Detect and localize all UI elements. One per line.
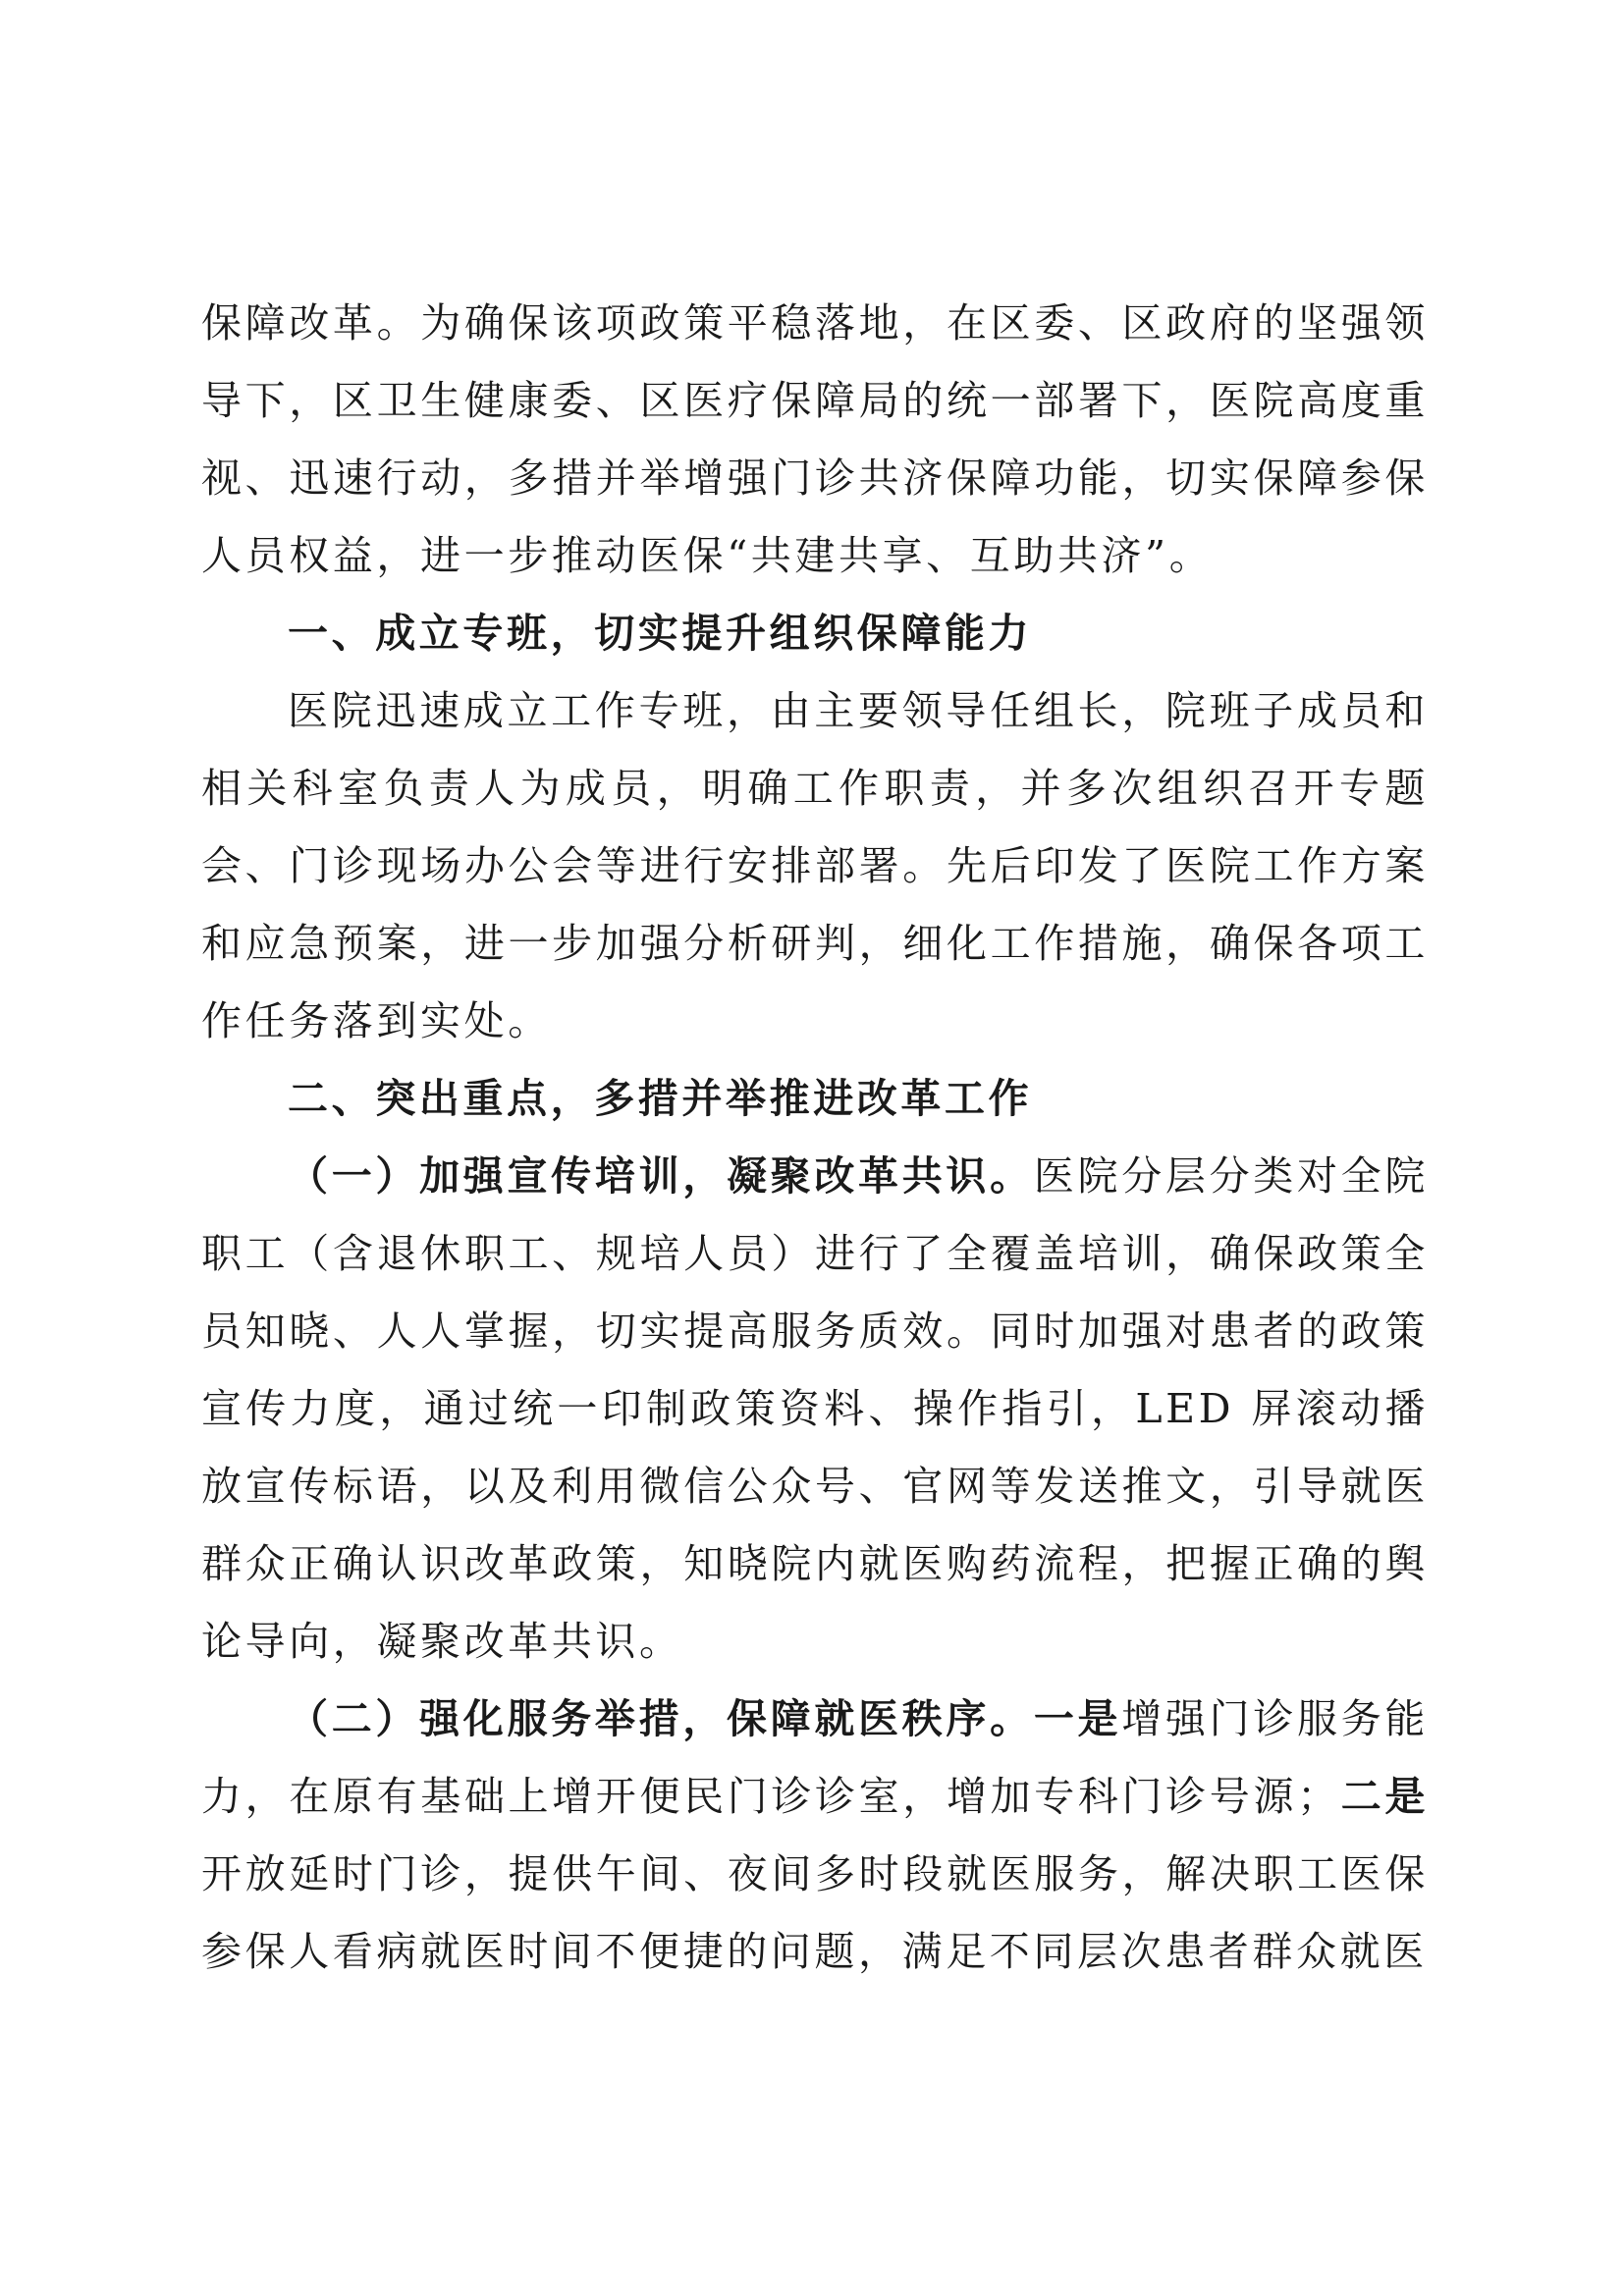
- measure-text-second: 开放延时门诊，提供午间、夜间多时段就医服务，解决职工医保参保人看病就医时间不便捷的问题，满足不同层次患者群众就医: [201, 1850, 1429, 1975]
- keyword-first: 一是: [1033, 1695, 1122, 1742]
- paragraph-intro: 保障改革。为确保该项政策平稳落地，在区委、区政府的坚强领导下，区卫生健康委、区医疗保障局的统一部署下，医院高度重视、迅速行动，多措并举增强门诊共济保障功能，切实保障参保人员权益，进一步推动医保“共建共享、互助共济”。: [201, 299, 1429, 579]
- subsection-body-1: 医院分层分类对全院职工（含退休职工、规培人员）进行了全覆盖培训，确保政策全员知晓、人人掌握，切实提高服务质效。同时加强对患者的政策宣传力度，通过统一印制政策资料、操作指引，LED 屏滚动播放宣传标语，以及利用微信公众号、官网等发送推文，引导就医群众正确认识改革政策，知晓院内就医购药流程，把握正确的舆论导向，凝聚改革共识。: [201, 1152, 1429, 1665]
- section-heading-2: 二、突出重点，多措并举推进改革工作: [288, 1075, 1033, 1122]
- keyword-second: 二是: [1340, 1773, 1429, 1820]
- measure-text-first: 增强门诊服务能力，在原有基础上增开便民门诊诊室，增加专科门诊号源；: [201, 1695, 1430, 1820]
- paragraph-service-measures: [201, 1681, 1429, 1991]
- subsection-title-2: （二）强化服务举措，保障就医秩序。: [288, 1695, 1034, 1742]
- subsection-title-1: （一）加强宣传培训，凝聚改革共识。: [288, 1152, 1034, 1200]
- document-page: [201, 285, 1429, 1991]
- paragraph-task-force: 医院迅速成立工作专班，由主要领导任组长，院班子成员和相关科室负责人为成员，明确工作职责，并多次组织召开专题会、门诊现场办公会等进行安排部署。先后印发了医院工作方案和应急预案，进一步加强分析研判，细化工作措施，确保各项工作任务落到实处。: [201, 687, 1429, 1044]
- paragraph-publicity-training: [201, 1138, 1429, 1681]
- section-heading-1: 一、成立专班，切实提升组织保障能力: [288, 610, 1033, 657]
